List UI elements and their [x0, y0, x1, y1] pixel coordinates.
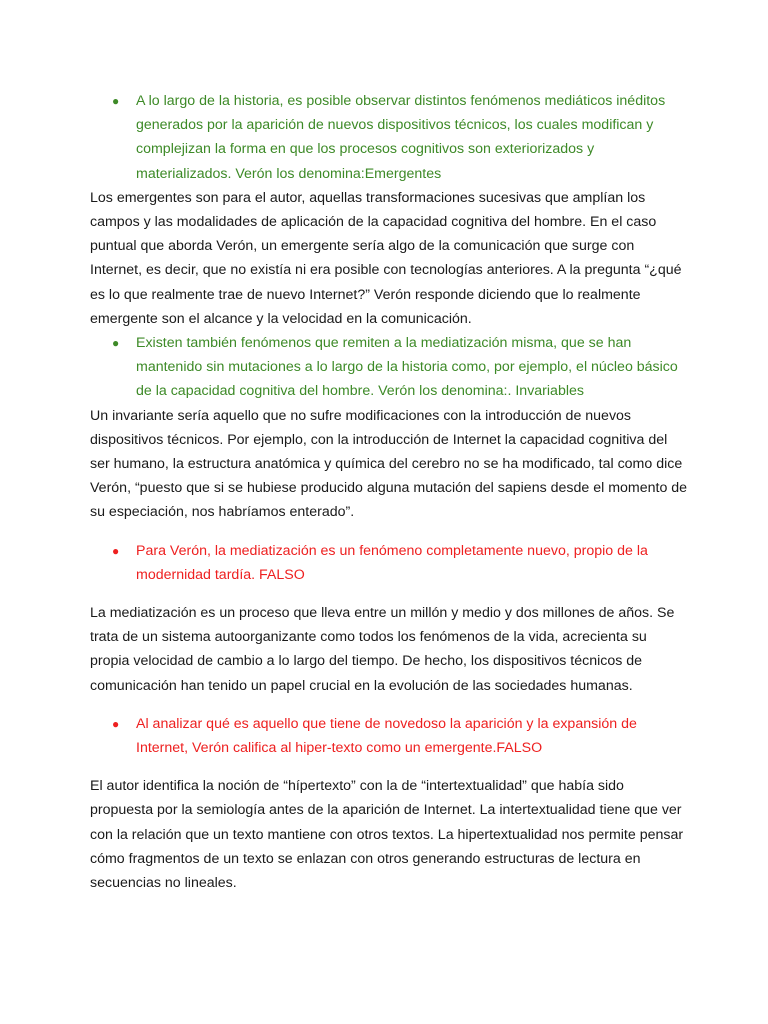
bullet-dot: ●: [112, 94, 120, 108]
spacer: [90, 587, 690, 601]
bullet-text: Al analizar qué es aquello que tiene de novedoso la aparición y la expansión de Internet, Verón califica al hiper-texto como un emergente.FALSO: [136, 715, 637, 757]
paragraph-mediatizacion: La mediatización es un proceso que lleva entre un millón y medio y dos millones de años. Se trata de un sistema autoorganizante como todos los fenómenos de la vida, acrecienta su propia velocidad de cambio a lo largo del tiempo. De hecho, los dispositivos técnicos de comunicación han tenido un papel crucial en la evolución de las sociedades humanas.: [90, 605, 675, 694]
spacer: [90, 525, 690, 539]
bullet-item-mediatizacion-falso: [90, 539, 690, 587]
document-page: [90, 89, 690, 895]
paragraph-invariante: Un invariante sería aquello que no sufre modificaciones con la introducción de nuevos dispositivos técnicos. Por ejemplo, con la introducción de Internet la capacidad cognitiva del ser humano, la estructura anatómica y química del cerebro no se ha modificado, tal como dice Verón, “puesto que si se hubiese producido alguna mutación del sapiens desde el momento de su especiación, nos habríamos enterado”.: [90, 407, 688, 521]
paragraph-emergentes: Los emergentes son para el autor, aquellas transformaciones sucesivas que amplían los campos y las modalidades de aplicación de la capacidad cognitiva del hombre. En el caso puntual que aborda Verón, un emergente sería algo de la comunicación que surge con Internet, es decir, que no existía ni era posible con tecnologías anteriores. A la pregunta “¿qué es lo que realmente trae de nuevo Internet?” Verón responde diciendo que lo realmente emergente son el alcance y la velocidad en la comunicación.: [90, 189, 682, 327]
spacer: [90, 760, 690, 774]
bullet-item-emergentes: [90, 89, 690, 186]
bullet-item-invariables: [90, 331, 690, 404]
bullet-item-hipertexto-falso: [90, 712, 690, 760]
bullet-dot: ●: [112, 336, 120, 351]
bullet-text: A lo largo de la historia, es posible observar distintos fenómenos mediáticos inéditos generados por la aparición de nuevos dispositivos técnicos, los cuales modifican y complejizan la forma en que los procesos cognitivos son exteriorizados y materializados. Verón los denomina:Emergentes: [136, 93, 666, 182]
paragraph-hipertexto: El autor identifica la noción de “hípertexto” con la de “intertextualidad” que había sido propuesta por la semiología antes de la aparición de Internet. La intertextualidad tiene que ver con la relación que un texto mantiene con otros textos. La hipertextualidad nos permite pensar cómo fragmentos de un texto se enlazan con otros generando estructuras de lectura en secuencias no lineales.: [90, 778, 684, 892]
bullet-dot: ●: [112, 716, 120, 731]
spacer: [90, 698, 690, 712]
bullet-text: Para Verón, la mediatización es un fenómeno completamente nuevo, propio de la modernidad tardía. FALSO: [136, 542, 648, 583]
bullet-text: Existen también fenómenos que remiten a la mediatización misma, que se han mantenido sin mutaciones a lo largo de la historia como, por ejemplo, el núcleo básico de la capacidad cognitiva del hombre. Verón los denomina:. Invariables: [136, 335, 678, 400]
bullet-dot: ●: [112, 543, 120, 558]
